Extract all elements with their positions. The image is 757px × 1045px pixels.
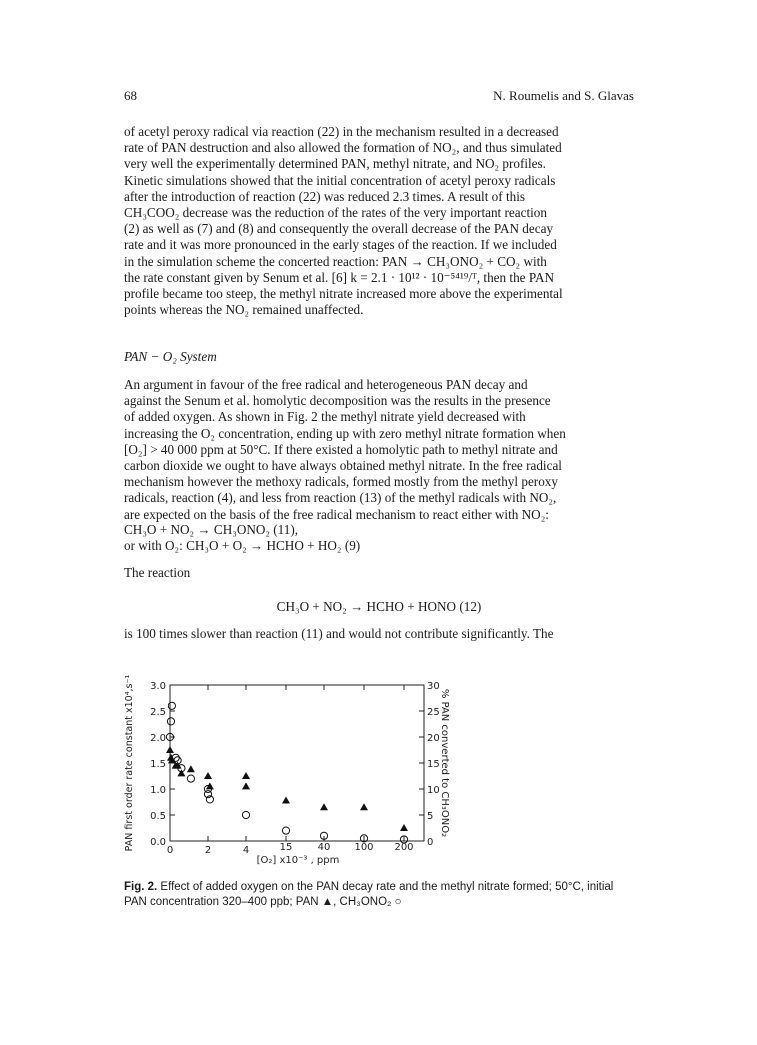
caption-label: Fig. 2. (124, 881, 158, 893)
text-line: in the simulation scheme the concerted reaction: PAN → CH₃ONO₂ + CO₂ with (124, 253, 547, 269)
methyl-nitrate-point (168, 702, 175, 709)
pan-point (204, 772, 212, 779)
paragraph-1 (124, 124, 634, 318)
x-tick-label: 15 (279, 842, 293, 853)
y-right-tick-label: 0 (427, 837, 434, 848)
reaction-intro: The reaction (124, 565, 191, 580)
equation-9: or with O₂: CH₃O + O₂ → HCHO + HO₂ (9) (124, 538, 361, 553)
text-line: rate of PAN destruction and also allowed the formation of NO₂, and thus simulated (124, 140, 562, 156)
pan-point (242, 782, 250, 789)
plot-frame (170, 685, 424, 841)
pan-point (400, 824, 408, 831)
figure-caption (124, 880, 644, 909)
text-line: of added oxygen. As shown in Fig. 2 the methyl nitrate yield decreased with (124, 409, 526, 425)
y-right-tick-label: 10 (427, 785, 440, 796)
y-left-tick-label: 2.5 (150, 707, 166, 718)
text-line: [O₂] > 40 000 ppm at 50°C. If there existed a homolytic path to methyl nitrate and (124, 441, 558, 457)
text-line: Kinetic simulations showed that the initial concentration of acetyl peroxy radicals (124, 172, 556, 188)
text-line: radicals, reaction (4), and less from reaction (13) of the methyl radicals with NO₂, (124, 490, 557, 506)
pan-point (282, 796, 290, 803)
x-tick-label: 40 (317, 842, 331, 853)
caption-text: Effect of added oxygen on the PAN decay rate and the methyl nitrate formed; 50°C, initial (157, 881, 614, 893)
pan-point (360, 803, 368, 810)
caption-line-2: PAN concentration 320–400 ppb; PAN ▲, CH₃ONO₂ ○ (124, 895, 402, 908)
x-tick-label: 0 (166, 845, 174, 856)
y-right-tick-label: 15 (427, 759, 440, 770)
text-line: rate and it was more pronounced in the early stages of the reaction. If we included (124, 237, 557, 253)
pan-point (320, 803, 328, 810)
y-left-tick-label: 1.5 (150, 759, 166, 770)
y-right-axis-label: % PAN converted to CH₃ONO₂ (439, 688, 450, 838)
y-left-tick-label: 0.0 (150, 837, 166, 848)
text-line: mechanism however the methoxy radicals, formed mostly from the methyl peroxy (124, 474, 558, 490)
figure-2-chart (118, 665, 450, 875)
y-right-tick-label: 30 (427, 681, 440, 692)
methyl-nitrate-point (282, 827, 289, 834)
text-line: of acetyl peroxy radical via reaction (22) in the mechanism resulted in a decreased (124, 124, 559, 139)
pan-point (187, 765, 195, 772)
methyl-nitrate-point (167, 718, 174, 725)
y-left-tick-label: 2.0 (150, 733, 166, 744)
text-line: very well the experimentally determined PAN, methyl nitrate, and NO₂ profiles. (124, 156, 546, 172)
text-line: against the Senum et al. homolytic decomposition was the results in the presence (124, 393, 551, 409)
text-line: after the introduction of reaction (22) was reduced 2.3 times. A result of this (124, 188, 526, 204)
x-tick-label: 200 (394, 842, 414, 853)
x-tick-label: 100 (354, 842, 374, 853)
x-axis-label: [O₂] x10⁻³ , ppm (256, 855, 340, 866)
y-right-tick-label: 25 (427, 707, 440, 718)
methyl-nitrate-point (242, 811, 249, 818)
text-line: (2) as well as (7) and (8) and consequently the overall decrease of the PAN decay (124, 221, 554, 237)
y-right-tick-label: 20 (427, 733, 440, 744)
text-line: points whereas the NO₂ remained unaffected. (124, 302, 364, 318)
x-tick-label: 4 (242, 845, 250, 856)
y-right-tick-label: 5 (427, 811, 434, 822)
text-line: CH₃COO₂ decrease was the reduction of the rates of the very important reaction (124, 205, 547, 221)
y-left-tick-label: 1.0 (150, 785, 166, 796)
y-left-tick-label: 3.0 (150, 681, 166, 692)
pan-point (242, 772, 250, 779)
y-left-axis-label: PAN first order rate constant x10⁴,s⁻¹ (124, 674, 135, 852)
running-authors: N. Roumelis and S. Glavas (493, 88, 634, 103)
y-left-tick-label: 0.5 (150, 811, 166, 822)
paragraph-2 (124, 377, 634, 523)
equation-11: CH₃O + NO₂ → CH₃ONO₂ (11), (124, 522, 299, 537)
text-line: the rate constant given by Senum et al. [6] k = 2.1 · 10¹² · 10⁻⁵⁴¹⁹/ᵀ, then the PAN (124, 269, 555, 285)
methyl-nitrate-point (187, 775, 194, 782)
page-number: 68 (124, 88, 137, 103)
equation-12: CH₃O + NO₂ → HCHO + HONO (12) (276, 599, 482, 614)
paragraph-3: is 100 times slower than reaction (11) and would not contribute significantly. The (124, 626, 554, 641)
page-header (124, 88, 634, 108)
text-line: carbon dioxide we ought to have always obtained methyl nitrate. In the free radical (124, 458, 562, 474)
section-heading: PAN − O₂ System (124, 349, 217, 364)
x-tick-label: 2 (204, 845, 212, 856)
text-line: increasing the O₂ concentration, ending up with zero methyl nitrate formation when (124, 425, 566, 441)
pan-point (166, 746, 174, 753)
text-line: profile became too steep, the methyl nitrate increased more above the experimental (124, 286, 563, 302)
text-line: are expected on the basis of the free radical mechanism to react either with NO₂: (124, 506, 549, 522)
text-line: An argument in favour of the free radical and heterogeneous PAN decay and (124, 377, 528, 392)
